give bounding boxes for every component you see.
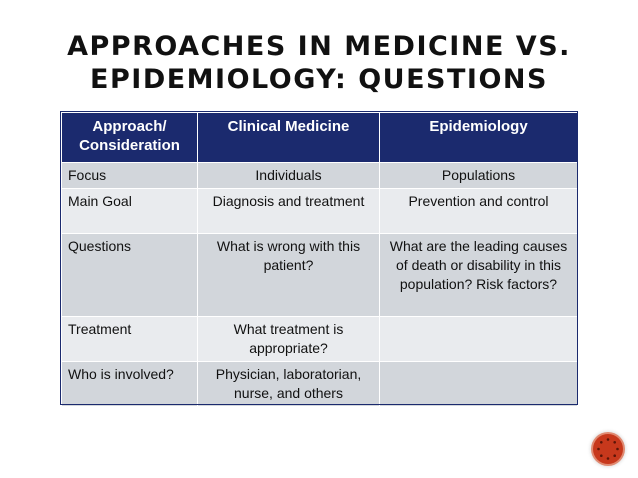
slide-title-line-1: APPROACHES IN MEDICINE VS. <box>67 31 571 62</box>
row-label: Questions <box>62 234 198 317</box>
row-label: Main Goal <box>62 189 198 234</box>
circular-dots-icon <box>593 434 623 464</box>
epidemiology-cell: Populations <box>380 163 578 189</box>
slide-nav-button[interactable] <box>593 434 623 464</box>
comparison-table <box>61 112 578 407</box>
clinical-cell: Individuals <box>198 163 380 189</box>
table-row <box>62 234 578 317</box>
epidemiology-cell <box>380 317 578 362</box>
epidemiology-cell: What are the leading causes of death or disability in this population? Risk factors? <box>380 234 578 317</box>
row-label: Treatment <box>62 317 198 362</box>
slide-title <box>0 30 638 96</box>
row-label: Focus <box>62 163 198 189</box>
clinical-cell: Physician, laboratorian, nurse, and others <box>198 362 380 407</box>
clinical-cell: What treatment is appropriate? <box>198 317 380 362</box>
epidemiology-cell: Prevention and control <box>380 189 578 234</box>
epidemiology-cell <box>380 362 578 407</box>
header-clinical-medicine: Clinical Medicine <box>198 113 380 163</box>
table-header-row <box>62 113 578 163</box>
table-row <box>62 189 578 234</box>
table-row <box>62 362 578 407</box>
header-approach: Approach/ Consideration <box>62 113 198 163</box>
table-row <box>62 163 578 189</box>
clinical-cell: Diagnosis and treatment <box>198 189 380 234</box>
table-row <box>62 317 578 362</box>
clinical-cell: What is wrong with this patient? <box>198 234 380 317</box>
header-epidemiology: Epidemiology <box>380 113 578 163</box>
slide-title-line-2: EPIDEMIOLOGY: QUESTIONS <box>90 64 548 95</box>
row-label: Who is involved? <box>62 362 198 407</box>
